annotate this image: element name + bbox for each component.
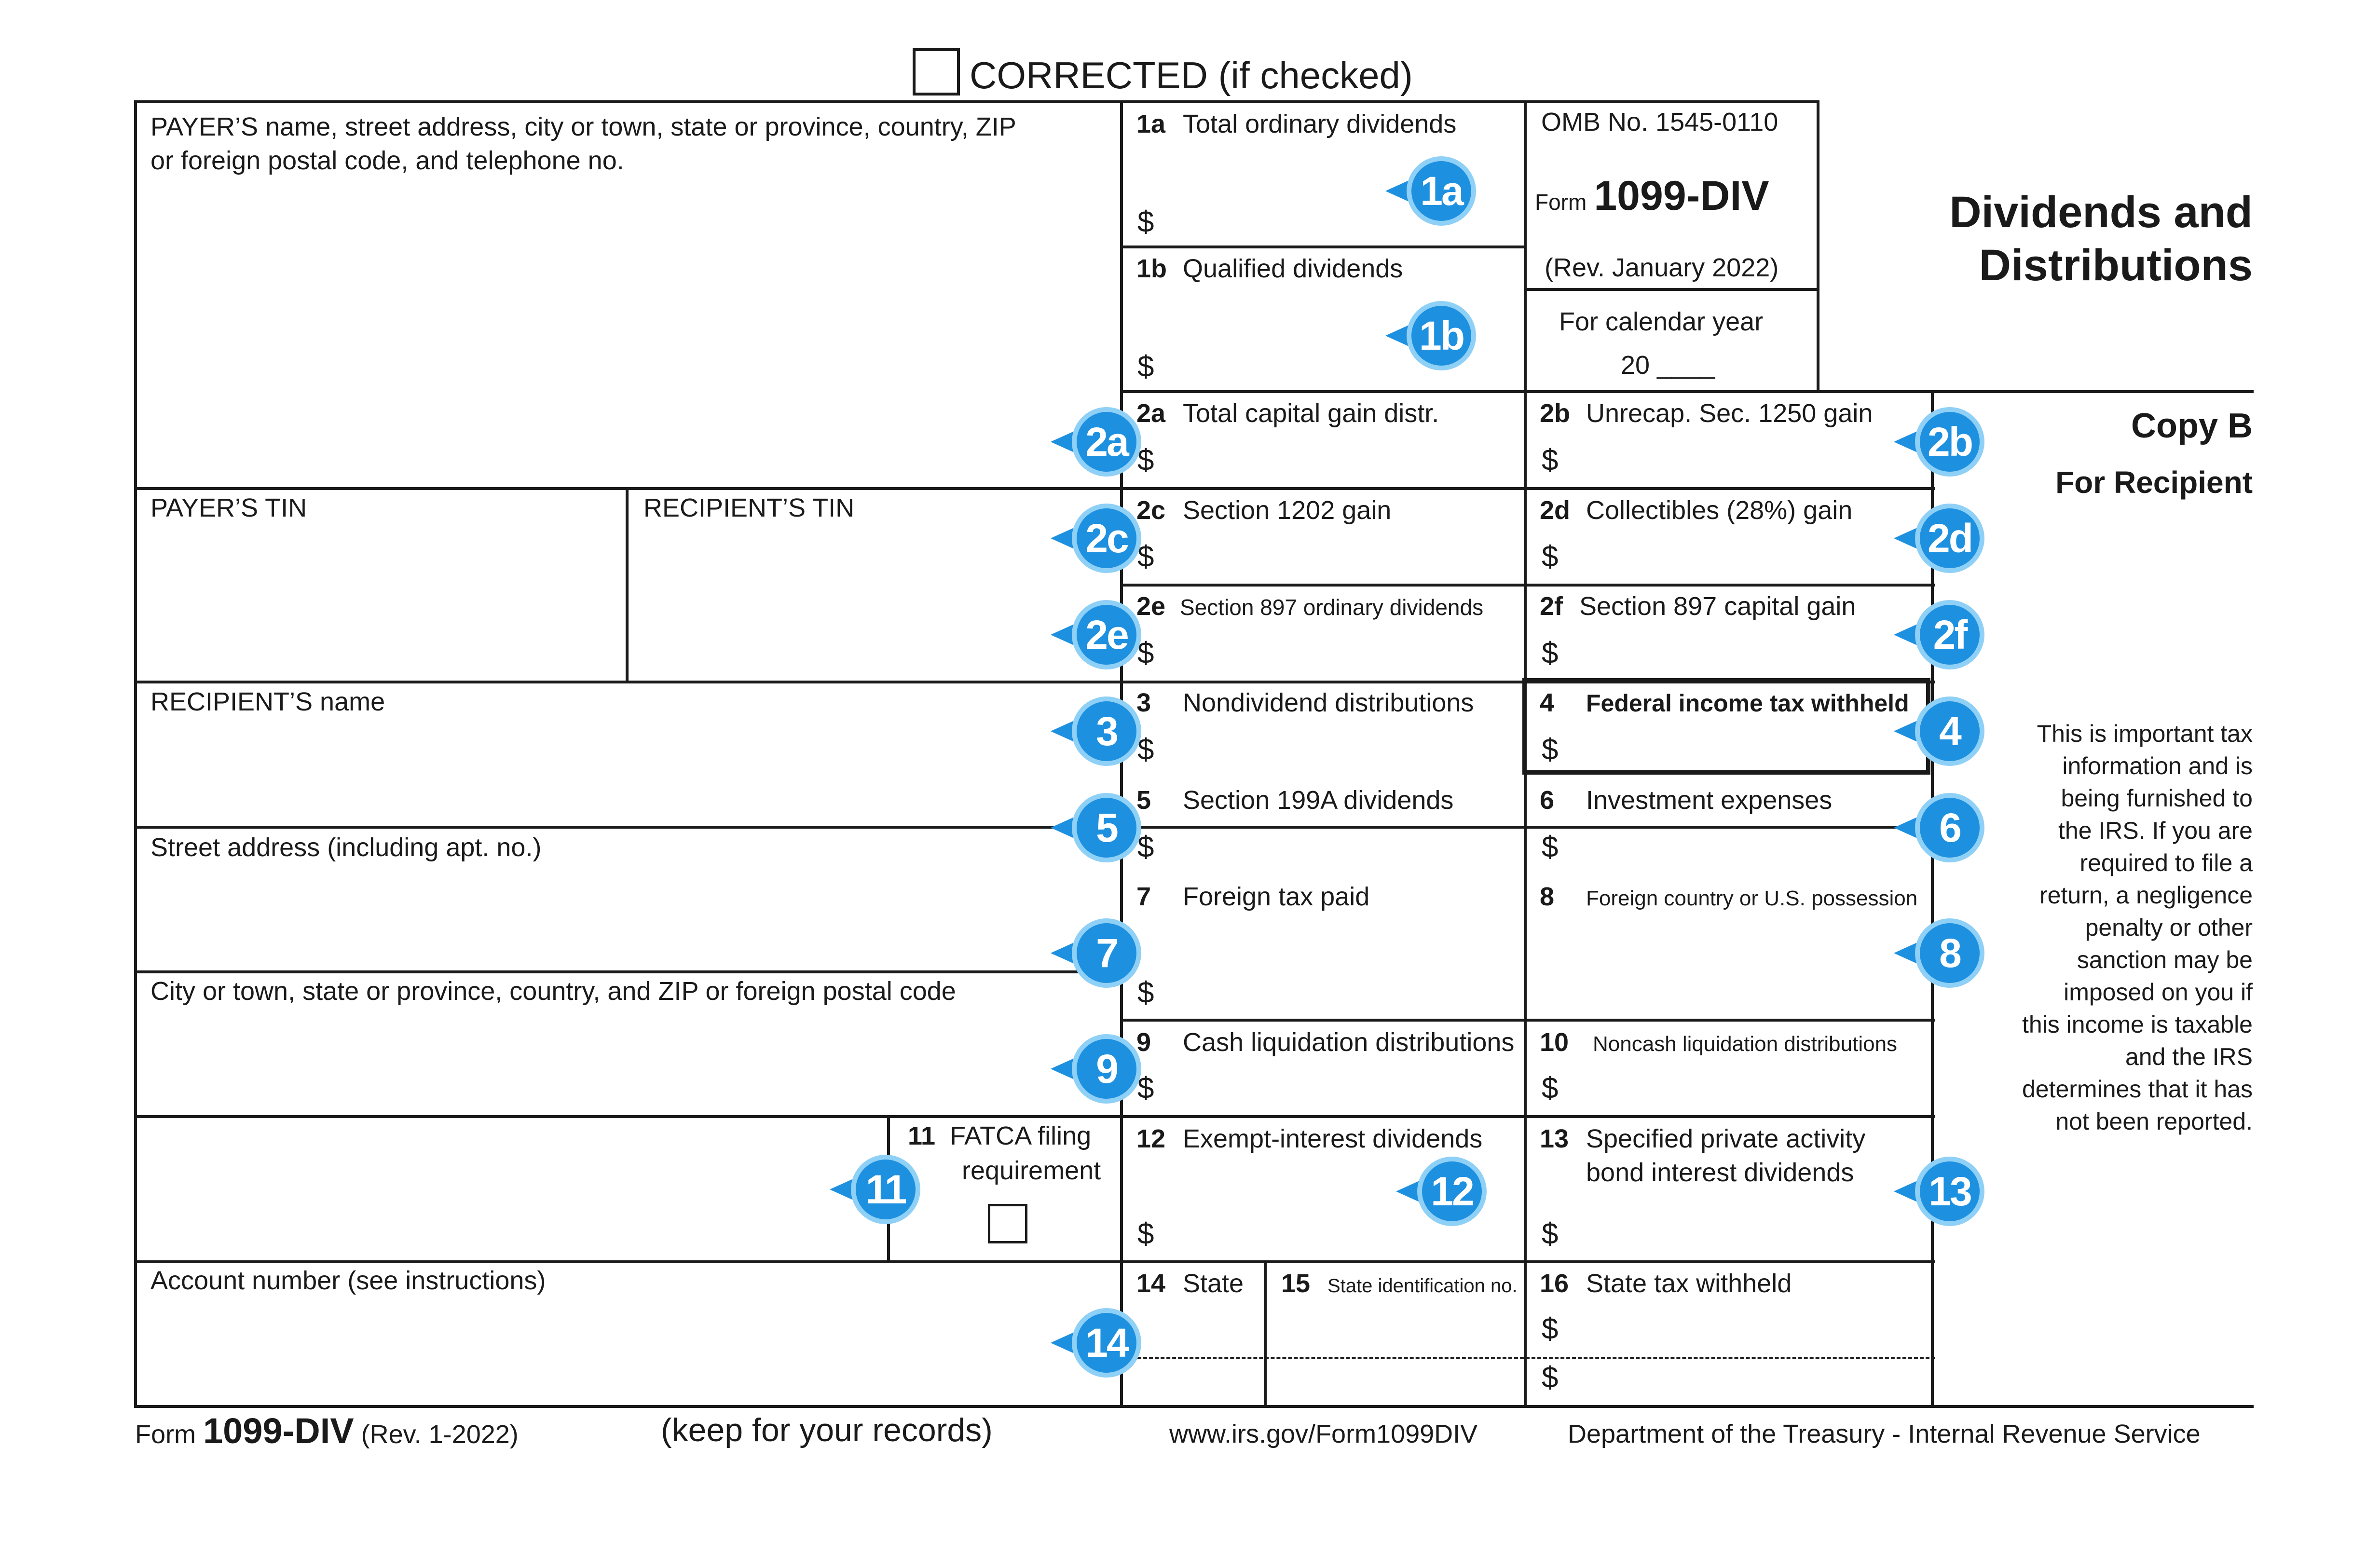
- box-7-label: 7 Foreign tax paid: [1136, 882, 1370, 911]
- box-7-field[interactable]: [1163, 960, 1519, 1013]
- callout-badge-14: [1047, 1304, 1143, 1381]
- box-3-label: 3 Nondividend distributions: [1136, 688, 1474, 717]
- callout-badge-12: [1392, 1153, 1489, 1230]
- box-9-dollar: $: [1137, 1072, 1154, 1105]
- box-7-dollar: $: [1137, 976, 1154, 1010]
- callout-badge-6: [1890, 789, 1986, 866]
- box-16-label: 16 State tax withheld: [1540, 1269, 1792, 1298]
- box-1a-label: 1a Total ordinary dividends: [1136, 109, 1457, 138]
- notice-line: information and is: [2062, 752, 2253, 779]
- badge-label: 2b: [1927, 419, 1972, 464]
- badge-label: 6: [1939, 805, 1960, 850]
- account-number-field[interactable]: [140, 1300, 1114, 1402]
- fatca-checkbox[interactable]: [988, 1204, 1027, 1243]
- copy-label: Copy B: [2131, 407, 2253, 445]
- footer-url[interactable]: www.irs.gov/Form1099DIV: [1169, 1420, 1478, 1448]
- box-1b-label: 1b Qualified dividends: [1136, 254, 1403, 283]
- box-15-label: 15 State identification no.: [1281, 1269, 1518, 1298]
- box-13-label: 13 Specified private activity: [1540, 1124, 1866, 1153]
- callout-badge-3: [1047, 693, 1143, 770]
- recipient-name-label: RECIPIENT’S name: [150, 687, 385, 716]
- box-5-label: 5 Section 199A dividends: [1136, 786, 1454, 815]
- rule-payer-bottom: [134, 487, 1935, 490]
- badge-label: 2e: [1085, 612, 1128, 657]
- box-2f-field[interactable]: [1568, 627, 1925, 675]
- rule-tin-split: [626, 487, 629, 683]
- form-number-header: Form 1099-DIV: [1535, 173, 1769, 219]
- account-number-label: Account number (see instructions): [150, 1266, 546, 1295]
- box-2f-label: 2f Section 897 capital gain: [1540, 592, 1856, 621]
- badge-label: 5: [1096, 805, 1117, 850]
- box-13-dollar: $: [1542, 1217, 1559, 1251]
- box-10-field[interactable]: [1568, 1061, 1925, 1109]
- box-2d-label: 2d Collectibles (28%) gain: [1540, 496, 1853, 525]
- rule-1a-1b: [1120, 246, 1527, 248]
- notice-line: and the IRS: [2125, 1043, 2253, 1070]
- badge-label: 9: [1096, 1046, 1117, 1092]
- calendar-year-field[interactable]: 20 ____: [1621, 351, 1715, 380]
- payer-name-field[interactable]: [140, 183, 1114, 482]
- box-14-label: 14 State: [1136, 1269, 1244, 1298]
- notice-line: not been reported.: [2055, 1108, 2253, 1135]
- badge-label: 14: [1085, 1320, 1128, 1365]
- badge-label: 2c: [1085, 516, 1128, 561]
- rule-street-bottom: [134, 970, 1120, 973]
- box-9-field[interactable]: [1163, 1061, 1519, 1109]
- corrected-checkbox[interactable]: [913, 48, 960, 96]
- city-field[interactable]: [140, 1010, 1114, 1112]
- callout-badge-2e: [1047, 596, 1143, 673]
- city-label: City or town, state or province, country, and ZIP or foreign postal code: [150, 977, 956, 1006]
- box-4-field[interactable]: [1568, 723, 1925, 770]
- notice-line: this income is taxable: [2022, 1011, 2253, 1038]
- rule-top: [134, 100, 1819, 103]
- badge-label: 1a: [1420, 168, 1463, 214]
- box-9-label: 9 Cash liquidation distributions: [1136, 1028, 1515, 1057]
- box-10-label: 10 Noncash liquidation distributions: [1540, 1028, 1898, 1057]
- callout-badge-2a: [1047, 403, 1143, 480]
- rule-state-split: [1264, 1260, 1267, 1408]
- footer-form: Form 1099-DIV (Rev. 1-2022): [135, 1411, 519, 1451]
- box-6-label: 6 Investment expenses: [1540, 786, 1833, 815]
- box-4-dollar: $: [1542, 733, 1559, 766]
- payer-tin-field[interactable]: [140, 526, 622, 675]
- badge-label: 13: [1929, 1169, 1971, 1214]
- rule-2e-top: [1120, 584, 1935, 587]
- callout-badge-13: [1890, 1153, 1986, 1230]
- box-4-label: 4 Federal income tax withheld: [1540, 688, 1909, 717]
- rule-7-bottom: [1120, 1019, 1935, 1022]
- callout-badge-1a: [1381, 152, 1478, 230]
- fatca-text: FATCA filing: [950, 1121, 1092, 1150]
- box-14-field[interactable]: [1126, 1302, 1261, 1399]
- box-2c-dollar: $: [1137, 540, 1154, 573]
- notice-line: required to file a: [2079, 849, 2253, 876]
- box-16-dollar-2: $: [1542, 1361, 1559, 1394]
- box-2a-label: 2a Total capital gain distr.: [1136, 399, 1439, 428]
- notice-line: being furnished to: [2061, 785, 2253, 812]
- fatca-label: [908, 1119, 1091, 1153]
- badge-label: 7: [1096, 930, 1117, 976]
- box-2e-label: 2e Section 897 ordinary dividends: [1136, 592, 1484, 621]
- box-2b-label: 2b Unrecap. Sec. 1250 gain: [1540, 399, 1873, 428]
- box-2c-label: 2c Section 1202 gain: [1136, 496, 1392, 525]
- notice-line: sanction may be: [2077, 946, 2253, 973]
- box-8-label: 8 Foreign country or U.S. possession: [1540, 882, 1918, 911]
- box-15-field[interactable]: [1270, 1302, 1520, 1399]
- box-2b-field[interactable]: [1568, 434, 1925, 482]
- callout-badge-2d: [1890, 500, 1986, 577]
- rule-12-bottom: [134, 1260, 1935, 1263]
- box-2f-dollar: $: [1542, 637, 1559, 670]
- footer-keep: (keep for your records): [661, 1412, 993, 1448]
- box-6-field[interactable]: [1568, 820, 1925, 868]
- payer-tin-label: PAYER’S TIN: [150, 493, 307, 522]
- notice-line: the IRS. If you are: [2058, 817, 2253, 844]
- box-12-label: 12 Exempt-interest dividends: [1136, 1124, 1483, 1153]
- payer-name-label: PAYER’S name, street address, city or town, state or province, country, ZIP: [150, 112, 1016, 141]
- box-3-dollar: $: [1137, 733, 1154, 766]
- fatca-num: 11: [908, 1121, 936, 1150]
- box-13-field[interactable]: [1568, 1206, 1925, 1254]
- recipient-tin-label: RECIPIENT’S TIN: [643, 493, 855, 522]
- callout-badge-8: [1890, 914, 1986, 992]
- box-2e-dollar: $: [1137, 637, 1154, 670]
- rule-col-omb-right: [1817, 100, 1819, 393]
- box-6-dollar: $: [1542, 831, 1559, 864]
- callout-badge-4: [1890, 693, 1986, 770]
- form-revision: (Rev. January 2022): [1545, 253, 1779, 282]
- for-recipient-label: For Recipient: [2055, 465, 2253, 500]
- badge-label: 12: [1431, 1169, 1473, 1214]
- notice-line: This is important tax: [2037, 720, 2253, 747]
- rule-omb-rev: [1527, 288, 1819, 291]
- rule-city-bottom: [134, 1115, 1935, 1118]
- form-title-line2: Distributions: [1979, 241, 2253, 290]
- badge-label: 11: [865, 1167, 906, 1212]
- badge-label: 3: [1096, 709, 1117, 754]
- footer-department: Department of the Treasury - Internal Revenue Service: [1568, 1420, 2201, 1448]
- box-2d-dollar: $: [1542, 540, 1559, 573]
- callout-badge-7: [1047, 914, 1143, 992]
- badge-label: 1b: [1419, 313, 1464, 358]
- callout-badge-5: [1047, 789, 1143, 866]
- callout-badge-9: [1047, 1030, 1143, 1107]
- badge-label: 2d: [1927, 516, 1972, 561]
- callout-badge-11: [826, 1151, 922, 1228]
- box-2c-field[interactable]: [1163, 531, 1519, 579]
- box-2b-dollar: $: [1542, 444, 1559, 477]
- badge-label: 2a: [1085, 419, 1128, 464]
- badge-label: 8: [1939, 930, 1960, 976]
- calendar-year-label: For calendar year: [1559, 307, 1764, 336]
- recipient-name-field[interactable]: [140, 721, 1114, 822]
- form-title-line1: Dividends and: [1949, 188, 2253, 237]
- box-13-label-2: bond interest dividends: [1586, 1158, 1854, 1187]
- badge-label: 4: [1939, 709, 1960, 754]
- notice-line: return, a negligence: [2039, 882, 2253, 909]
- callout-badge-2b: [1890, 403, 1986, 480]
- payer-name-label-2: or foreign postal code, and telephone no.: [150, 146, 624, 175]
- box-3-field[interactable]: [1163, 723, 1519, 772]
- rule-2a-top: [1120, 390, 2254, 393]
- box-12-dollar: $: [1137, 1217, 1154, 1251]
- box-2a-dollar: $: [1137, 444, 1154, 477]
- corrected-label: CORRECTED (if checked): [970, 54, 1413, 96]
- important-tax-notice: [1944, 718, 2253, 1138]
- callout-badge-2f: [1890, 596, 1986, 673]
- omb-number: OMB No. 1545-0110: [1541, 108, 1778, 136]
- box-5-dollar: $: [1137, 831, 1154, 864]
- rule-bottom: [134, 1405, 2254, 1408]
- notice-line: determines that it has: [2022, 1076, 2253, 1103]
- notice-line: imposed on you if: [2064, 979, 2253, 1006]
- box-2d-field[interactable]: [1568, 531, 1925, 579]
- box-8-field[interactable]: [1529, 916, 1925, 1013]
- box-1b-dollar: $: [1137, 350, 1154, 383]
- rule-left: [134, 100, 137, 1408]
- box-16-field[interactable]: [1568, 1302, 1925, 1399]
- street-address-label: Street address (including apt. no.): [150, 833, 542, 862]
- callout-badge-2c: [1047, 500, 1143, 577]
- box-10-dollar: $: [1542, 1072, 1559, 1105]
- badge-label: 2f: [1933, 612, 1967, 657]
- fatca-label-2: requirement: [962, 1156, 1101, 1185]
- box-2a-field[interactable]: [1163, 434, 1519, 482]
- box-2e-field[interactable]: [1163, 627, 1519, 675]
- box-5-field[interactable]: [1163, 820, 1519, 868]
- callout-badge-1b: [1381, 297, 1478, 374]
- recipient-tin-field[interactable]: [632, 526, 1114, 675]
- box-1a-dollar: $: [1137, 205, 1154, 239]
- street-address-field[interactable]: [140, 866, 1114, 967]
- box-16-dollar-1: $: [1542, 1312, 1559, 1346]
- notice-line: penalty or other: [2085, 914, 2253, 941]
